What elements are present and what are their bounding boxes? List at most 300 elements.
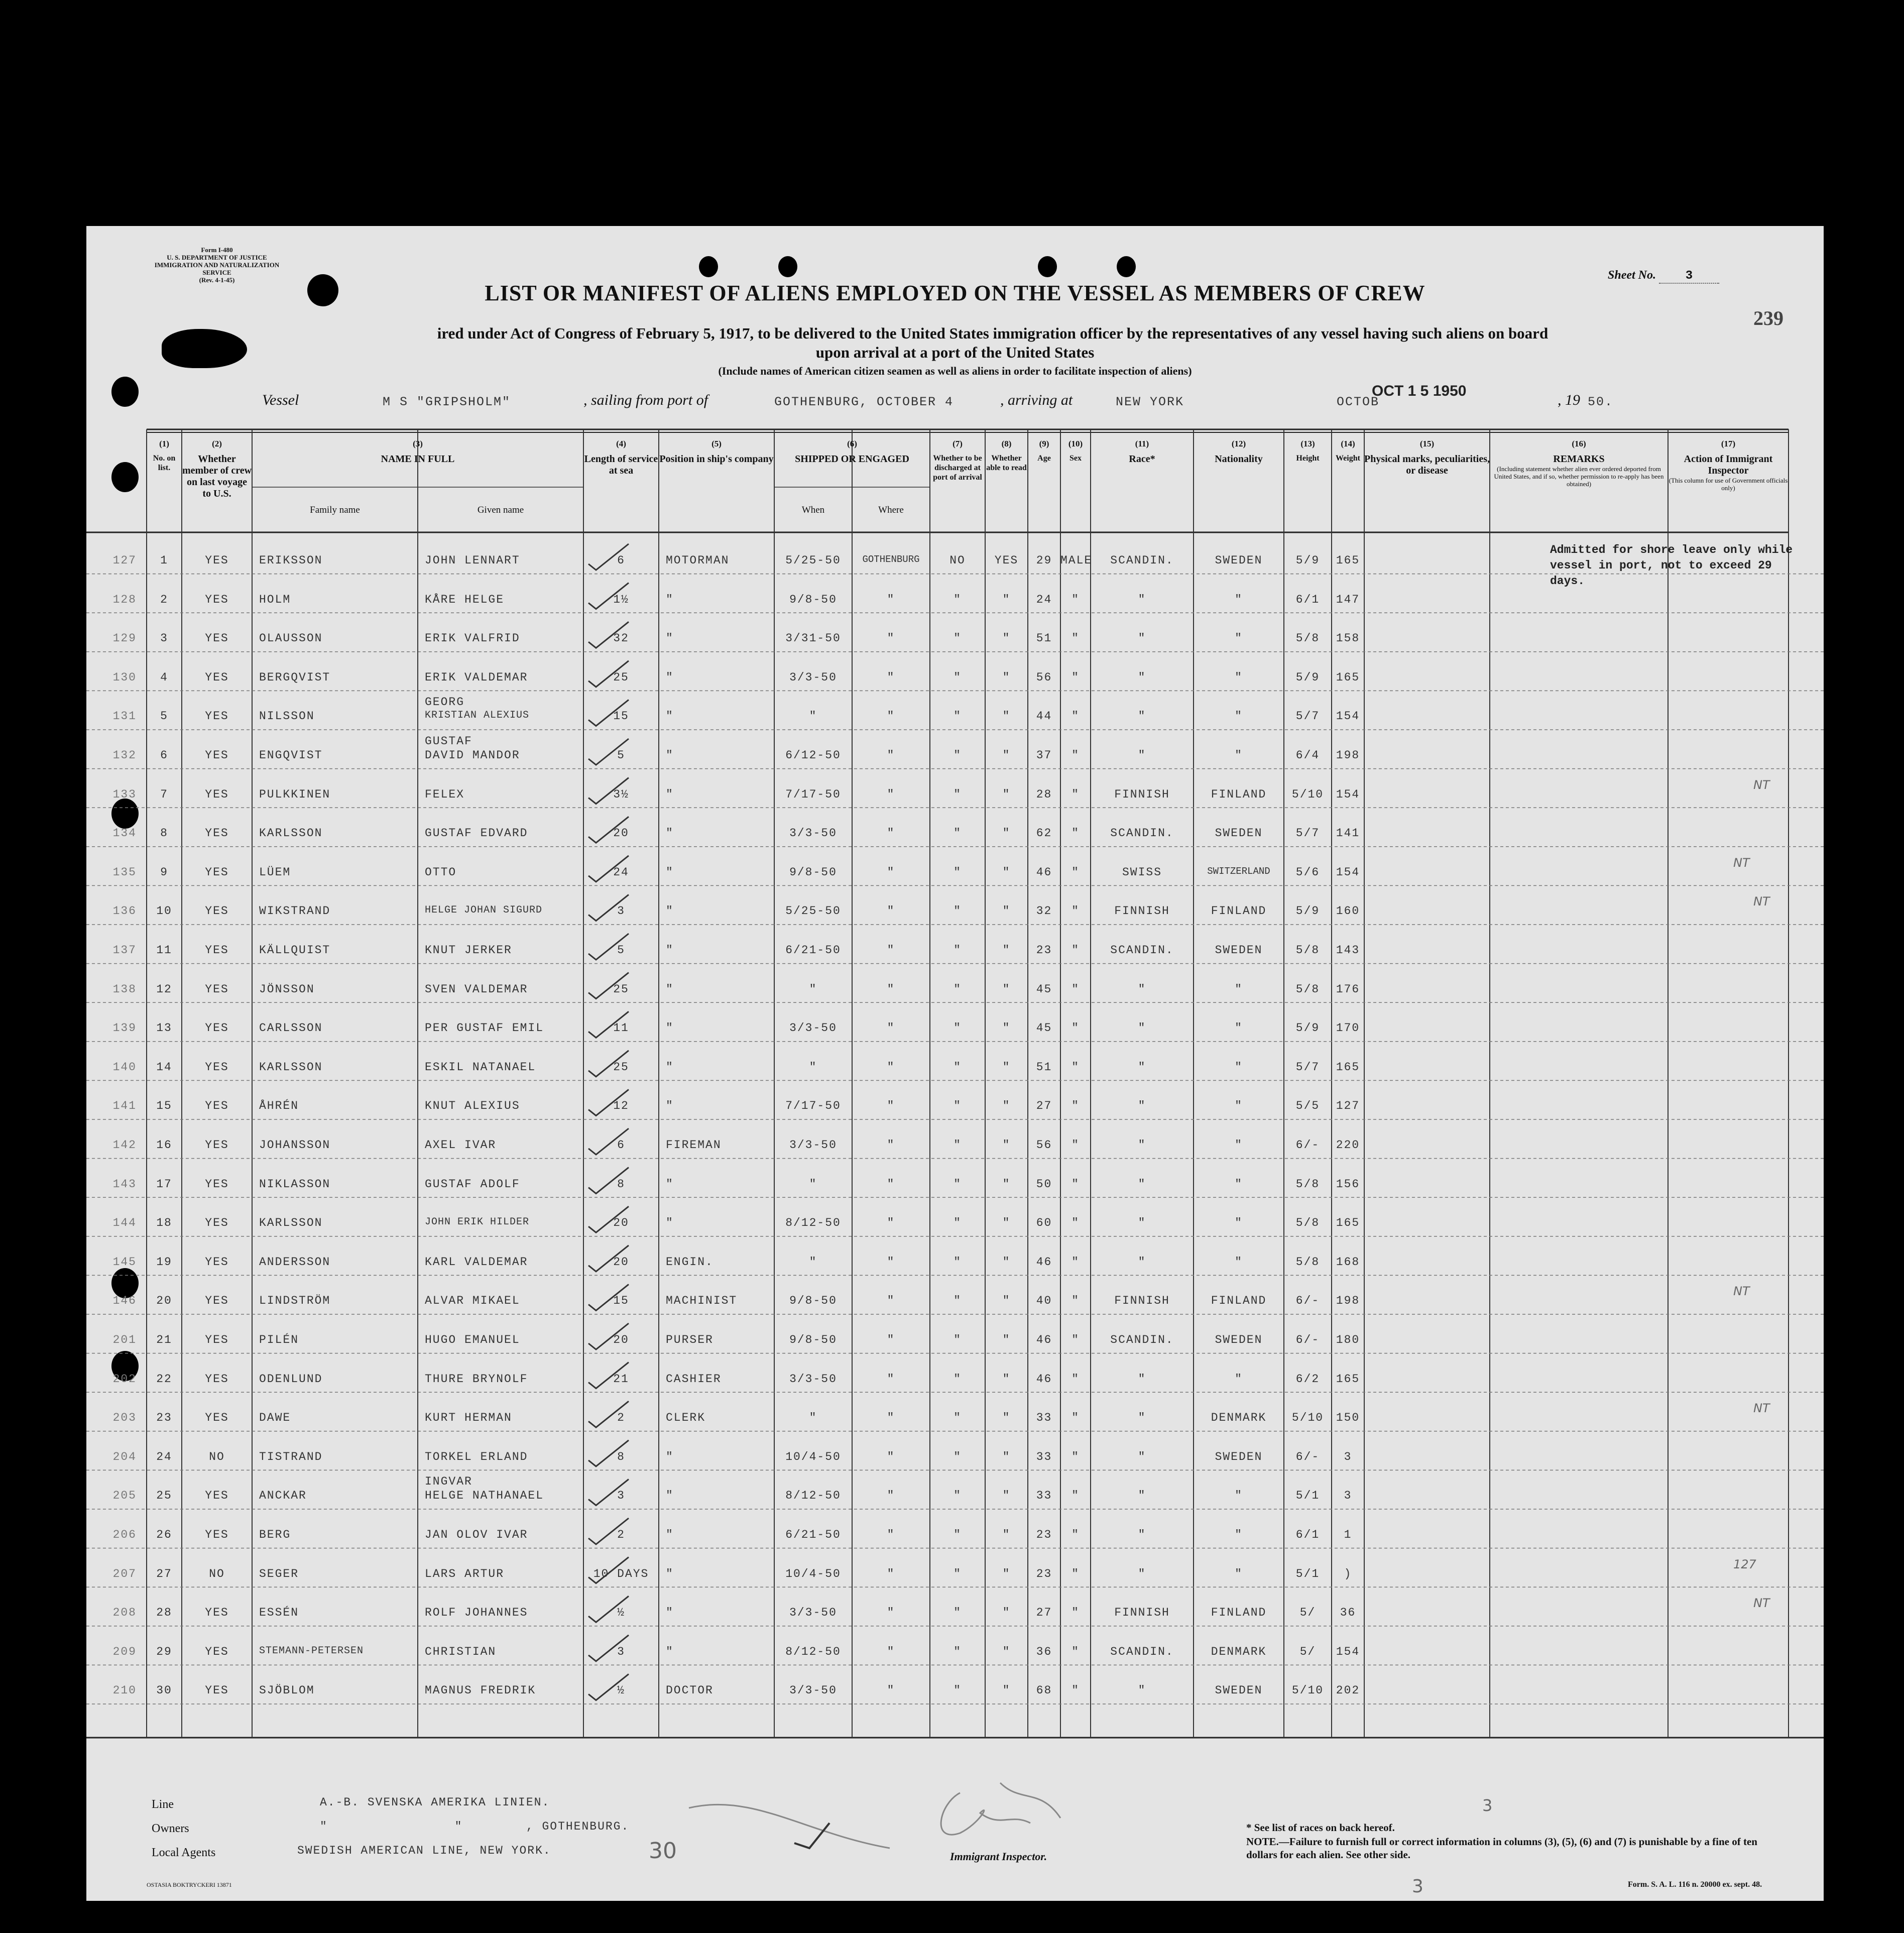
page-title: LIST OR MANIFEST OF ALIENS EMPLOYED ON THE VESSEL AS MEMBERS OF CREW bbox=[485, 281, 1425, 305]
cell-margin: 145 bbox=[112, 1255, 137, 1269]
cell-margin: 131 bbox=[112, 710, 137, 723]
cell-yes: YES bbox=[205, 1528, 229, 1541]
cell-age: 51 bbox=[1036, 1060, 1052, 1074]
cell-nat: " bbox=[1235, 1528, 1243, 1541]
cell-wt: 154 bbox=[1336, 787, 1360, 801]
cell-wt: 154 bbox=[1336, 1645, 1360, 1658]
cell-sex: " bbox=[1072, 1099, 1080, 1113]
cell-given: KURT HERMAN bbox=[425, 1411, 512, 1425]
column-number: (7) bbox=[953, 439, 963, 448]
column-number: (14) bbox=[1341, 439, 1355, 448]
cell-sex: " bbox=[1072, 1021, 1080, 1035]
column-label: Length of service at sea bbox=[584, 453, 658, 476]
cell-svc: 25 bbox=[613, 1060, 629, 1074]
cell-margin: 203 bbox=[112, 1411, 137, 1425]
arrival-year: 50. bbox=[1588, 395, 1614, 409]
cell-pos: " bbox=[666, 1606, 674, 1620]
cell-svc: 10 DAYS bbox=[593, 1567, 649, 1580]
cell-sex: " bbox=[1072, 1450, 1080, 1463]
form-identifier: Form I-480 U. S. DEPARTMENT OF JUSTICE IMMIGRATION AND NATURALIZATION SERVICE (Rev. 4-1-45) bbox=[154, 246, 280, 284]
cell-wt: 198 bbox=[1336, 1294, 1360, 1308]
cell-pos: " bbox=[666, 904, 674, 918]
column-header bbox=[1194, 438, 1284, 465]
cell-age: 50 bbox=[1036, 1177, 1052, 1191]
cell-given: ROLF JOHANNES bbox=[425, 1606, 528, 1620]
cell-ht: 6/4 bbox=[1295, 749, 1320, 762]
cell-ht: 6/1 bbox=[1295, 1528, 1320, 1541]
cell-read: " bbox=[1002, 1528, 1011, 1541]
cell-ht: 6/- bbox=[1295, 1294, 1320, 1308]
cell-ht: 5/7 bbox=[1295, 827, 1320, 840]
cell-disch: " bbox=[954, 670, 962, 684]
cell-age: 23 bbox=[1036, 1528, 1052, 1541]
cell-wt: 154 bbox=[1336, 710, 1360, 723]
cell-race: " bbox=[1138, 632, 1146, 645]
cell-disch: " bbox=[954, 1333, 962, 1346]
cell-sex: " bbox=[1072, 670, 1080, 684]
inspector-signature bbox=[679, 1773, 1131, 1853]
cell-ht: 5/8 bbox=[1295, 1177, 1320, 1191]
cell-where: " bbox=[887, 593, 895, 606]
cell-age: 37 bbox=[1036, 749, 1052, 762]
cell-given: AXEL IVAR bbox=[425, 1139, 497, 1152]
cell-yes: YES bbox=[205, 593, 229, 606]
cell-when: 3/3-50 bbox=[789, 1372, 837, 1386]
column-header bbox=[1668, 438, 1789, 492]
cell-when: 3/3-50 bbox=[789, 827, 837, 840]
cell-yes: YES bbox=[205, 749, 229, 762]
cell-read: " bbox=[1002, 1606, 1011, 1620]
cell-disch: " bbox=[954, 1294, 962, 1308]
cell-ht: 5/ bbox=[1299, 1606, 1316, 1620]
cell-where: " bbox=[887, 710, 895, 723]
cell-ht: 5/8 bbox=[1295, 1255, 1320, 1269]
year-label: , 19 bbox=[1558, 392, 1580, 408]
cell-sex: " bbox=[1072, 749, 1080, 762]
cell-yes: NO bbox=[209, 1567, 225, 1580]
cell-wt: 165 bbox=[1336, 1060, 1360, 1074]
cell-nat: " bbox=[1235, 710, 1243, 723]
cell-nat: " bbox=[1235, 1177, 1243, 1191]
cell-svc: 24 bbox=[613, 865, 629, 879]
cell-nat: " bbox=[1235, 1021, 1243, 1035]
cell-disch: " bbox=[954, 1139, 962, 1152]
cell-where: " bbox=[887, 749, 895, 762]
column-number: (11) bbox=[1135, 439, 1149, 448]
column-label: Weight bbox=[1336, 454, 1360, 463]
cell-sex: " bbox=[1072, 1567, 1080, 1580]
cell-nat: " bbox=[1235, 632, 1243, 645]
cell-no: 29 bbox=[156, 1645, 172, 1658]
cell-age: 23 bbox=[1036, 944, 1052, 957]
cell-read: " bbox=[1002, 1294, 1011, 1308]
cell-family: OLAUSSON bbox=[259, 632, 323, 645]
cell-sex: " bbox=[1072, 632, 1080, 645]
cell-svc: 5 bbox=[617, 749, 625, 762]
cell-margin: 202 bbox=[112, 1372, 137, 1386]
cell-disch: " bbox=[954, 865, 962, 879]
cell-family: SEGER bbox=[259, 1567, 299, 1580]
cell-read: " bbox=[1002, 1255, 1011, 1269]
cell-disch: " bbox=[954, 1489, 962, 1503]
cell-given: DAVID MANDOR bbox=[425, 749, 520, 762]
cell-pos: " bbox=[666, 1099, 674, 1113]
cell-wt: 176 bbox=[1336, 982, 1360, 996]
cell-no: 7 bbox=[160, 787, 168, 801]
cell-svc: 2 bbox=[617, 1411, 625, 1425]
cell-ht: 5/9 bbox=[1295, 1021, 1320, 1035]
cell-given: OTTO bbox=[425, 865, 457, 879]
cell-sex: " bbox=[1072, 1294, 1080, 1308]
column-header bbox=[930, 438, 985, 482]
cell-race: SWISS bbox=[1122, 865, 1162, 879]
cell-svc: 11 bbox=[613, 1021, 629, 1035]
cell-nat: " bbox=[1235, 593, 1243, 606]
cell-sex: " bbox=[1072, 1684, 1080, 1697]
cell-wt: 198 bbox=[1336, 749, 1360, 762]
cell-age: 46 bbox=[1036, 865, 1052, 879]
cell-where: " bbox=[887, 982, 895, 996]
cell-yes: YES bbox=[205, 1411, 229, 1425]
cell-yes: YES bbox=[205, 1294, 229, 1308]
cell-age: 56 bbox=[1036, 1139, 1052, 1152]
cell-ht: 5/7 bbox=[1295, 1060, 1320, 1074]
cell-where: " bbox=[887, 1021, 895, 1035]
cell-pos: " bbox=[666, 1489, 674, 1503]
cell-nat: " bbox=[1235, 982, 1243, 996]
cell-race: " bbox=[1138, 1372, 1146, 1386]
column-label: Sex bbox=[1069, 454, 1082, 463]
cell-disch: " bbox=[954, 1060, 962, 1074]
cell-race: SCANDIN. bbox=[1110, 1333, 1174, 1346]
cell-margin: 210 bbox=[112, 1684, 137, 1697]
cell-wt: 154 bbox=[1336, 865, 1360, 879]
cell-nat: FINLAND bbox=[1211, 1606, 1267, 1620]
cell-family: HOLM bbox=[259, 593, 291, 606]
cell-disch: " bbox=[954, 787, 962, 801]
cell-age: 29 bbox=[1036, 554, 1052, 567]
column-label: Nationality bbox=[1215, 453, 1263, 465]
cell-when: 3/31-50 bbox=[785, 632, 841, 645]
cell-wt: 143 bbox=[1336, 944, 1360, 957]
cell-yes: YES bbox=[205, 1060, 229, 1074]
cell-ht: 5/8 bbox=[1295, 944, 1320, 957]
column-label: Height bbox=[1296, 454, 1320, 463]
cell-ht: 6/1 bbox=[1295, 593, 1320, 606]
cell-race: SCANDIN. bbox=[1110, 1645, 1174, 1658]
cell-margin: 138 bbox=[112, 982, 137, 996]
cell-sex: " bbox=[1072, 593, 1080, 606]
cell-sex: " bbox=[1072, 982, 1080, 996]
cell-family: NILSSON bbox=[259, 710, 315, 723]
cell-race: " bbox=[1138, 1216, 1146, 1230]
cell-margin: 201 bbox=[112, 1333, 137, 1346]
cell-age: 40 bbox=[1036, 1294, 1052, 1308]
cell-nat: DENMARK bbox=[1211, 1645, 1267, 1658]
handwritten-mark: 3 bbox=[1412, 1876, 1423, 1897]
cell-svc: ½ bbox=[617, 1684, 625, 1697]
cell-svc: 32 bbox=[613, 632, 629, 645]
cell-family: CARLSSON bbox=[259, 1021, 323, 1035]
cell-given: KARL VALDEMAR bbox=[425, 1255, 528, 1269]
cell-where: " bbox=[887, 1411, 895, 1425]
cell-where: " bbox=[887, 1139, 895, 1152]
cell-no: 17 bbox=[156, 1177, 172, 1191]
cell-svc: 6 bbox=[617, 1139, 625, 1152]
cell-margin: 133 bbox=[112, 787, 137, 801]
cell-family: WIKSTRAND bbox=[259, 904, 331, 918]
cell-given: GUSTAF ADOLF bbox=[425, 1177, 520, 1191]
cell-disch: " bbox=[954, 1606, 962, 1620]
cell-margin: 146 bbox=[112, 1294, 137, 1308]
cell-family: KARLSSON bbox=[259, 1060, 323, 1074]
cell-given: FELEX bbox=[425, 787, 465, 801]
cell-pos: " bbox=[666, 982, 674, 996]
cell-when: 6/21-50 bbox=[785, 944, 841, 957]
sheet-number-value: 3 bbox=[1659, 269, 1719, 284]
cell-given: ERIK VALDEMAR bbox=[425, 670, 528, 684]
count-mark: 30 bbox=[649, 1838, 677, 1864]
cell-nat: " bbox=[1235, 670, 1243, 684]
cell-svc: 8 bbox=[617, 1177, 625, 1191]
cell-margin: 209 bbox=[112, 1645, 137, 1658]
cell-margin: 129 bbox=[112, 632, 137, 645]
cell-pos: " bbox=[666, 1450, 674, 1463]
cell-ht: 5/6 bbox=[1295, 865, 1320, 879]
cell-pos: " bbox=[666, 1060, 674, 1074]
cell-sex: " bbox=[1072, 1255, 1080, 1269]
cell-svc: 20 bbox=[613, 827, 629, 840]
column-label: Position in ship's company bbox=[659, 453, 774, 465]
cell-nat: " bbox=[1235, 1372, 1243, 1386]
cell-no: 2 bbox=[160, 593, 168, 606]
cell-given: HELGE JOHAN SIGURD bbox=[425, 904, 543, 917]
cell-given: HELGE NATHANAEL bbox=[425, 1489, 544, 1503]
cell-sex: " bbox=[1072, 827, 1080, 840]
cell-where: " bbox=[887, 787, 895, 801]
cell-read: " bbox=[1002, 982, 1011, 996]
cell-sex: " bbox=[1072, 1333, 1080, 1346]
cell-yes: YES bbox=[205, 982, 229, 996]
cell-where: " bbox=[887, 1528, 895, 1541]
cell-pos: " bbox=[666, 710, 674, 723]
cell-when: 3/3-50 bbox=[789, 1606, 837, 1620]
cell-nat: " bbox=[1235, 1216, 1243, 1230]
cell-margin: 139 bbox=[112, 1021, 137, 1035]
cell-margin: 206 bbox=[112, 1528, 137, 1541]
cell-race: " bbox=[1138, 749, 1146, 762]
cell-yes: YES bbox=[205, 710, 229, 723]
cell-pos: CLERK bbox=[666, 1411, 706, 1425]
cell-yes: YES bbox=[205, 1099, 229, 1113]
cell-given: KÅRE HELGE bbox=[425, 593, 505, 606]
cell-race: " bbox=[1138, 670, 1146, 684]
cell-race: " bbox=[1138, 593, 1146, 606]
cell-read: " bbox=[1002, 749, 1011, 762]
cell-when: 9/8-50 bbox=[789, 1333, 837, 1346]
cell-family: KARLSSON bbox=[259, 1216, 323, 1230]
cell-svc: 15 bbox=[613, 1294, 629, 1308]
cell-pos: MOTORMAN bbox=[666, 554, 730, 567]
inspector-mark: NT bbox=[1753, 1401, 1770, 1416]
cell-pos: " bbox=[666, 593, 674, 606]
cell-yes: YES bbox=[205, 1645, 229, 1658]
column-label: Action of Immigrant Inspector bbox=[1684, 453, 1773, 476]
cell-ht: 6/- bbox=[1295, 1333, 1320, 1346]
column-subheader: Family name bbox=[310, 505, 360, 515]
cell-age: 45 bbox=[1036, 1021, 1052, 1035]
cell-age: 27 bbox=[1036, 1606, 1052, 1620]
cell-when: 8/12-50 bbox=[785, 1489, 841, 1503]
column-subheader: When bbox=[801, 505, 825, 515]
cell-when: " bbox=[809, 1255, 817, 1269]
cell-when: 3/3-50 bbox=[789, 1684, 837, 1697]
cell-sex: " bbox=[1072, 1489, 1080, 1503]
cell-nat: SWEDEN bbox=[1215, 554, 1263, 567]
sheet-number: Sheet No. 3 bbox=[1608, 269, 1719, 284]
cell-ht: 5/ bbox=[1299, 1645, 1316, 1658]
cell-no: 30 bbox=[156, 1684, 172, 1697]
cell-read: " bbox=[1002, 1372, 1011, 1386]
cell-pos: PURSER bbox=[666, 1333, 713, 1346]
cell-wt: 127 bbox=[1336, 1099, 1360, 1113]
cell-read: " bbox=[1002, 710, 1011, 723]
cell-svc: 25 bbox=[613, 982, 629, 996]
cell-read: " bbox=[1002, 904, 1011, 918]
cell-where: " bbox=[887, 1606, 895, 1620]
cell-family: BERG bbox=[259, 1528, 291, 1541]
cell-given: JAN OLOV IVAR bbox=[425, 1528, 528, 1541]
cell-age: 23 bbox=[1036, 1567, 1052, 1580]
cell-race: SCANDIN. bbox=[1110, 944, 1174, 957]
cell-age: 32 bbox=[1036, 904, 1052, 918]
cell-family: TISTRAND bbox=[259, 1450, 323, 1463]
cell-ht: 5/8 bbox=[1295, 982, 1320, 996]
cell-family: KARLSSON bbox=[259, 827, 323, 840]
cell-when: " bbox=[809, 1411, 817, 1425]
column-number: (3) bbox=[413, 439, 423, 448]
cell-no: 15 bbox=[156, 1099, 172, 1113]
column-label: Whether to be discharged at port of arrival bbox=[933, 454, 982, 482]
cell-pos: " bbox=[666, 865, 674, 879]
column-label: Whether member of crew on last voyage to U.S. bbox=[182, 453, 252, 499]
column-number: (17) bbox=[1721, 439, 1736, 448]
cell-race: FINNISH bbox=[1114, 904, 1170, 918]
cell-when: 5/25-50 bbox=[785, 904, 841, 918]
cell-race: SCANDIN. bbox=[1110, 554, 1174, 567]
cell-margin: 127 bbox=[112, 554, 137, 567]
cell-given: GUSTAF EDVARD bbox=[425, 827, 528, 840]
cell-nat: SWEDEN bbox=[1215, 944, 1263, 957]
cell-race: " bbox=[1138, 1021, 1146, 1035]
cell-yes: YES bbox=[205, 554, 229, 567]
handwritten-mark: 3 bbox=[1482, 1796, 1493, 1815]
cell-disch: " bbox=[954, 1177, 962, 1191]
cell-sex: " bbox=[1072, 1060, 1080, 1074]
cell-family: BERGQVIST bbox=[259, 670, 331, 684]
cell-race: FINNISH bbox=[1114, 1294, 1170, 1308]
cell-margin: 130 bbox=[112, 670, 137, 684]
cell-race: " bbox=[1138, 1567, 1146, 1580]
cell-age: 24 bbox=[1036, 593, 1052, 606]
cell-svc: 3 bbox=[617, 1645, 625, 1658]
cell-when: " bbox=[809, 1060, 817, 1074]
cell-pos: MACHINIST bbox=[666, 1294, 738, 1308]
cell-family: ERIKSSON bbox=[259, 554, 323, 567]
footer-note: NOTE.—Failure to furnish full or correct information in columns (3), (5), (6) and (7) is punishable by a fine of ten dollars for each alien. See other side. bbox=[1246, 1836, 1757, 1861]
cell-yes: YES bbox=[205, 1372, 229, 1386]
cell-read: YES bbox=[994, 554, 1019, 567]
cell-wt: 168 bbox=[1336, 1255, 1360, 1269]
cell-read: " bbox=[1002, 1139, 1011, 1152]
inspector-mark: NT bbox=[1733, 1284, 1750, 1299]
cell-sex: " bbox=[1072, 1606, 1080, 1620]
cell-family: ÅHRÉN bbox=[259, 1099, 299, 1113]
cell-disch: " bbox=[954, 1255, 962, 1269]
cell-no: 16 bbox=[156, 1139, 172, 1152]
cell-pos: " bbox=[666, 1567, 674, 1580]
cell-wt: 202 bbox=[1336, 1684, 1360, 1697]
cell-svc: 12 bbox=[613, 1099, 629, 1113]
cell-margin: 205 bbox=[112, 1489, 137, 1503]
cell-age: 33 bbox=[1036, 1450, 1052, 1463]
cell-family: ESSÉN bbox=[259, 1606, 299, 1620]
cell-nat: FINLAND bbox=[1211, 787, 1267, 801]
cell-yes: YES bbox=[205, 1255, 229, 1269]
form-code: Form. S. A. L. 116 n. 20000 ex. sept. 48. bbox=[1628, 1880, 1762, 1889]
cell-yes: YES bbox=[205, 1177, 229, 1191]
cell-where: " bbox=[887, 1645, 895, 1658]
cell-wt: 3 bbox=[1344, 1450, 1352, 1463]
cell-margin: 142 bbox=[112, 1139, 137, 1152]
cell-yes: YES bbox=[205, 827, 229, 840]
cell-age: 44 bbox=[1036, 710, 1052, 723]
cell-race: " bbox=[1138, 1450, 1146, 1463]
column-subheader: Given name bbox=[477, 505, 524, 515]
cell-age: 27 bbox=[1036, 1099, 1052, 1113]
cell-sex: " bbox=[1072, 1528, 1080, 1541]
cell-margin: 204 bbox=[112, 1450, 137, 1463]
cell-age: 46 bbox=[1036, 1333, 1052, 1346]
cell-given: CHRISTIAN bbox=[425, 1645, 497, 1658]
inspector-mark: NT bbox=[1753, 1596, 1770, 1611]
cell-disch: " bbox=[954, 710, 962, 723]
cell-nat: " bbox=[1235, 749, 1243, 762]
cell-svc: 2 bbox=[617, 1528, 625, 1541]
cell-wt: 170 bbox=[1336, 1021, 1360, 1035]
cell-family: KÄLLQUIST bbox=[259, 944, 331, 957]
cell-disch: " bbox=[954, 1567, 962, 1580]
cell-race: " bbox=[1138, 1139, 1146, 1152]
cell-disch: " bbox=[954, 1528, 962, 1541]
cell-sex: MALE bbox=[1060, 554, 1093, 567]
cell-race: SCANDIN. bbox=[1110, 827, 1174, 840]
cell-race: " bbox=[1138, 1684, 1146, 1697]
line-label: Line bbox=[152, 1798, 174, 1811]
cell-svc: 20 bbox=[613, 1333, 629, 1346]
cell-no: 25 bbox=[156, 1489, 172, 1503]
cell-no: 4 bbox=[160, 670, 168, 684]
cell-no: 18 bbox=[156, 1216, 172, 1230]
cell-nat: SWEDEN bbox=[1215, 1450, 1263, 1463]
cell-no: 13 bbox=[156, 1021, 172, 1035]
cell-race: " bbox=[1138, 982, 1146, 996]
column-number: (13) bbox=[1300, 439, 1315, 448]
cell-disch: " bbox=[954, 1684, 962, 1697]
cell-pos: " bbox=[666, 670, 674, 684]
cell-disch: " bbox=[954, 827, 962, 840]
column-header bbox=[1332, 438, 1364, 463]
